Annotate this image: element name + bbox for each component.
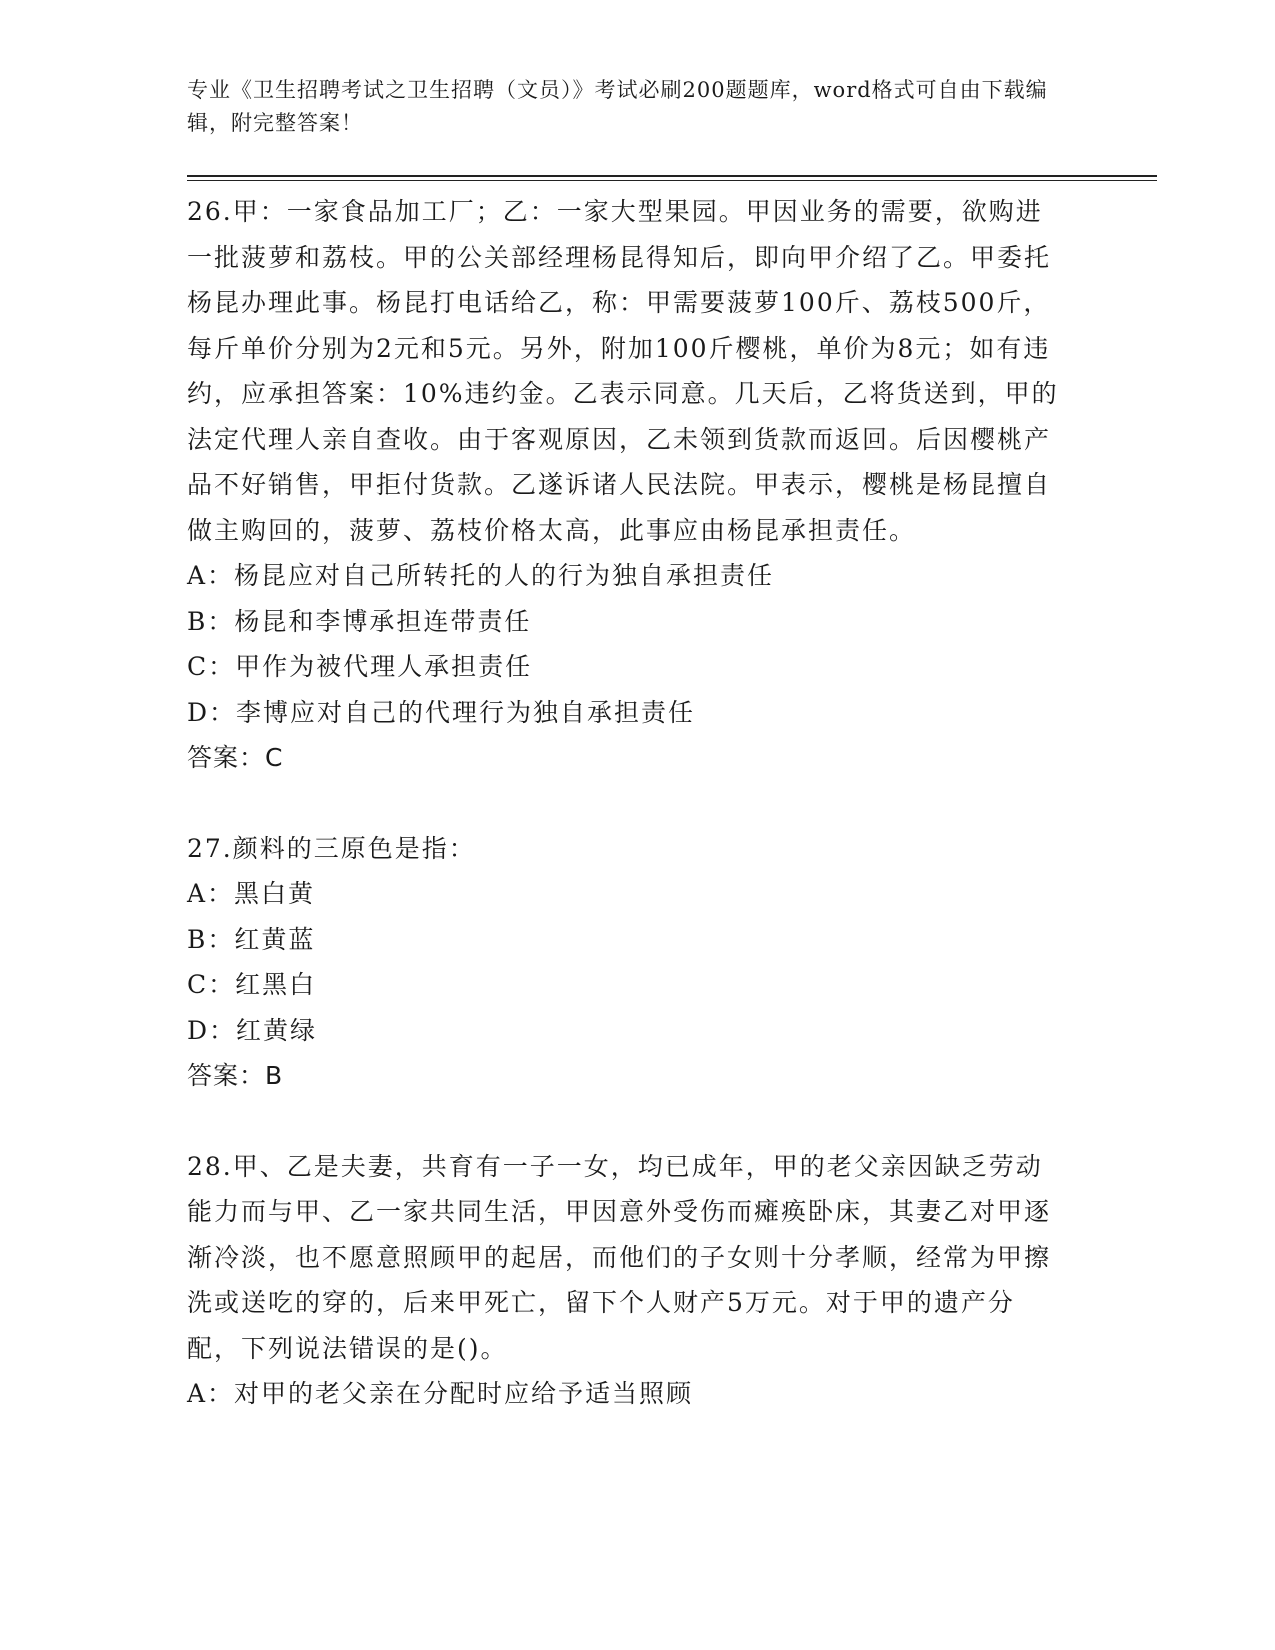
document-header: 专业《卫生招聘考试之卫生招聘（文员）》考试必刷200题题库，word格式可自由下载编辑，附完整答案！ [187,78,1048,135]
question-stem: 28.甲、乙是夫妻，共育有一子一女，均已成年，甲的老父亲因缺乏劳动能力而与甲、乙一家共同生活，甲因意外受伤而瘫痪卧床，其妻乙对甲逐渐冷淡，也不愿意照顾甲的起居，而他们的子女则十分孝顺，经常为甲擦洗或送吃的穿的，后来甲死亡，留下个人财产5万元。对于甲的遗产分配，下列说法错误的是()。 [187,1151,1052,1363]
spacer [187,781,1157,826]
option-a: A：对甲的老父亲在分配时应给予适当照顾 [187,1379,694,1408]
question-stem: 26.甲：一家食品加工厂；乙：一家大型果园。甲因业务的需要，欲购进一批菠萝和荔枝。甲的公关部经理杨昆得知后，即向甲介绍了乙。甲委托杨昆办理此事。杨昆打电话给乙，称：甲需要菠萝100斤、荔枝500斤，每斤单价分别为2元和5元。另外，附加100斤樱桃，单价为8元；如有违约，应承担答案：10%违约金。乙表示同意。几天后，乙将货送到，甲的法定代理人亲自查收。由于客观原因，乙未领到货款而返回。后因樱桃产品不好销售，甲拒付货款。乙遂诉诸人民法院。甲表示，樱桃是杨昆擅自做主购回的，菠萝、荔枝价格太高，此事应由杨昆承担责任。 [187,197,1059,545]
option-c: C：红黑白 [187,970,317,999]
header-divider [187,175,1157,181]
option-b: B：杨昆和李博承担连带责任 [187,606,532,636]
document-page [187,70,1157,1417]
question-27 [187,826,1067,1099]
spacer [187,1099,1157,1144]
option-c: C：甲作为被代理人承担责任 [187,652,533,681]
option-d: D：李博应对自己的代理行为独自承担责任 [187,697,696,727]
option-a: A：杨昆应对自己所转托的人的行为独自承担责任 [187,561,775,590]
question-28 [187,1144,1067,1417]
question-stem: 27.颜料的三原色是指： [187,833,476,863]
option-b: B：红黄蓝 [187,924,316,954]
question-26 [187,189,1067,781]
option-d: D：红黄绿 [187,1015,318,1045]
option-a: A：黑白黄 [187,879,316,908]
answer-line: 答案：C [187,743,284,772]
answer-line: 答案：B [187,1061,284,1090]
